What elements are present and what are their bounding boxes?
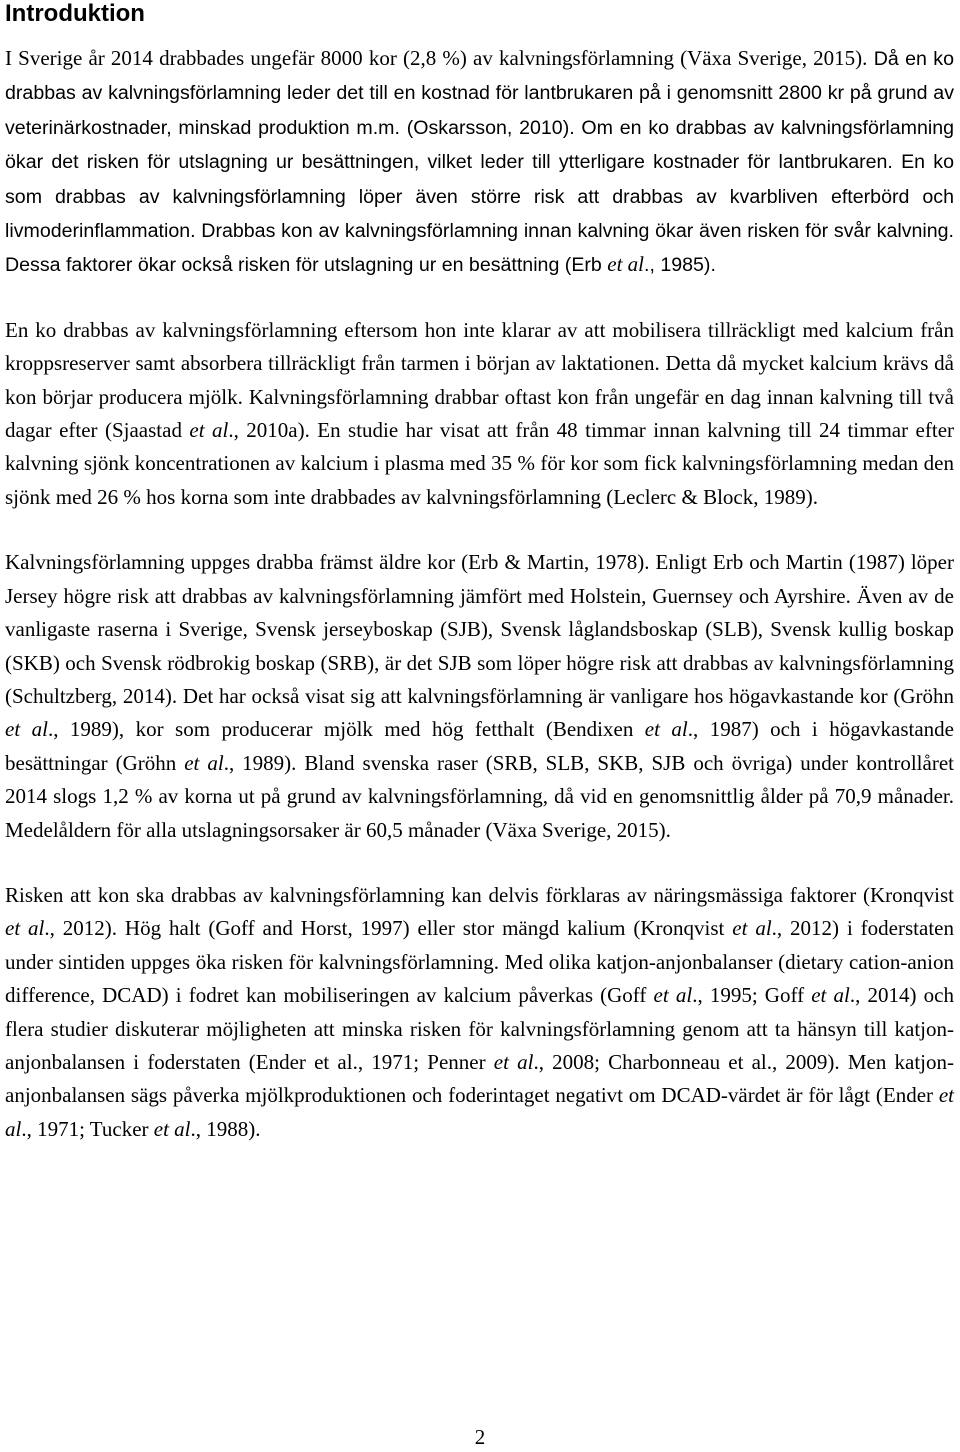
citation-et-al: et al bbox=[653, 983, 693, 1008]
citation-et-al: et al bbox=[644, 717, 688, 742]
citation-et-al: et al bbox=[732, 916, 772, 941]
citation-et-al: et al bbox=[607, 252, 645, 277]
paragraph-text: ., 1989). Bland svenska raser (SRB, SLB, SKB, SJB och övriga) under kontrollåret 2014 slogs 1,2 % av korna ut på grund av kalvningsförlamning, då vid en genomsnittlig ålder på 70,9 månader. Medelåldern för alla utslagningsorsaker är 60,5 månader (Växa Sverige, 2015). bbox=[5, 750, 954, 842]
paragraph-2 bbox=[5, 314, 954, 514]
citation-et-al: et al bbox=[811, 983, 850, 1008]
paragraph-1 bbox=[5, 42, 954, 283]
paragraph-text: En ko drabbas av kalvningsförlamning eftersom hon inte klarar av att mobilisera tillräckligt med kalcium från kroppsreserver samt absorbera tillräckligt från tarmen i början av laktationen. Detta då mycket kalcium krävs då kon börjar producera mjölk. Kalvningsförlamning drabbar oftast kon från ungefär en dag innan kalvning till två dagar efter (Sjaastad bbox=[5, 317, 954, 443]
citation-et-al: et al bbox=[5, 717, 48, 742]
citation-et-al: et al bbox=[493, 1049, 534, 1074]
paragraph-4 bbox=[5, 879, 954, 1146]
paragraph-text: ., 1988). bbox=[190, 1116, 261, 1141]
section-heading: Introduktion bbox=[5, 0, 145, 27]
paragraph-text: ., 2014) och flera studier diskuterar möjligheten att minska risken för kalvningsförlamning genom att ta hänsyn till katjon-anjonbalansen i foderstaten (Ender et al., 1971; Penner bbox=[5, 983, 954, 1074]
paragraph-text: ., 2008; Charbonneau et al., 2009). Men katjon-anjonbalansen sägs påverka mjölkproduktionen och foderintaget negativt om DCAD-värdet är för lågt (Ender bbox=[5, 1049, 955, 1108]
paragraph-text: ., 2012) i foderstaten under sintiden uppges öka risken för kalvningsförlamning. Med olika katjon-anjonbalanser (dietary cation-anion difference, DCAD) i fodret kan mobiliseringen av kalcium påverkas (Goff bbox=[5, 916, 954, 1008]
paragraph-text: ., 1971; Tucker bbox=[21, 1116, 154, 1141]
page-number: 2 bbox=[474, 1425, 486, 1449]
paragraph-text: Risken att kon ska drabbas av kalvningsförlamning kan delvis förklaras av näringsmässiga faktorer (Kronqvist bbox=[5, 882, 954, 907]
paragraph-text: I Sverige år 2014 drabbades ungefär 8000 kor (2,8 %) av kalvningsförlamning (Växa Sverige, 2015). bbox=[5, 46, 868, 70]
paragraph-text: Kalvningsförlamning uppges drabba främst äldre kor (Erb & Martin, 1978). Enligt Erb och Martin (1987) löper Jersey högre risk att drabbas av kalvningsförlamning jämfört med Holstein, Guernsey och Ayrshire. Även av de vanligaste raserna i Sverige, Svensk jerseyboskap (SJB), Svensk låglandsboskap (SLB), Svensk kullig boskap (SKB) och Svensk rödbrokig boskap (SRB), är det SJB som löper högre risk att drabbas av kalvningsförlamning (Schultzberg, 2014). Det har också visat sig att kalvningsförlamning är vanligare hos högavkastande kor (Gröhn bbox=[5, 550, 954, 708]
paragraph-text: ., 2010a). En studie har visat att från 48 timmar innan kalvning till 24 timmar efter kalvning sjönk koncentrationen av kalcium i plasma med 35 % för kor som fick kalvningsförlamning medan den sjönk med 26 % hos korna som inte drabbades av kalvningsförlamning (Leclerc & Block, 1989). bbox=[5, 418, 955, 509]
paragraph-text: ., 1987) och i högavkastande besättningar (Gröhn bbox=[5, 717, 954, 775]
citation-et-al: et al bbox=[184, 750, 224, 775]
citation-et-al: et al bbox=[153, 1116, 191, 1141]
citation-et-al: et al bbox=[189, 418, 229, 443]
paragraph-3 bbox=[5, 546, 954, 847]
paragraph-text: ., 1995; Goff bbox=[692, 983, 812, 1008]
citation-et-al: et al bbox=[5, 1083, 954, 1141]
paragraph-text: Då en ko drabbas av kalvningsförlamning leder det till en kostnad för lantbrukaren på i genomsnitt 2800 kr på grund av veterinärkostnader, minskad produktion m.m. (Oskarsson, 2010). Om en ko drabbas av kalvningsförlamning ökar det risken för utslagning ur besättningen, vilket leder till ytterligare kostnader för lantbrukaren. En ko som drabbas av kalvningsförlamning löper även större risk att drabbas av kvarbliven efterbörd och livmoderinflammation. Drabbas kon av kalvningsförlamning innan kalvning ökar även risken för svår kalvning. Dessa faktorer ökar också risken för utslagning ur en besättning (Erb bbox=[5, 48, 955, 277]
paragraph-text: ., 1989), kor som producerar mjölk med hög fetthalt (Bendixen bbox=[47, 717, 645, 742]
citation-et-al: et al bbox=[5, 916, 45, 941]
paragraph-text: ., 1985). bbox=[644, 254, 716, 277]
paragraph-text: ., 2012). Hög halt (Goff and Horst, 1997) eller stor mängd kalium (Kronqvist bbox=[44, 916, 733, 941]
